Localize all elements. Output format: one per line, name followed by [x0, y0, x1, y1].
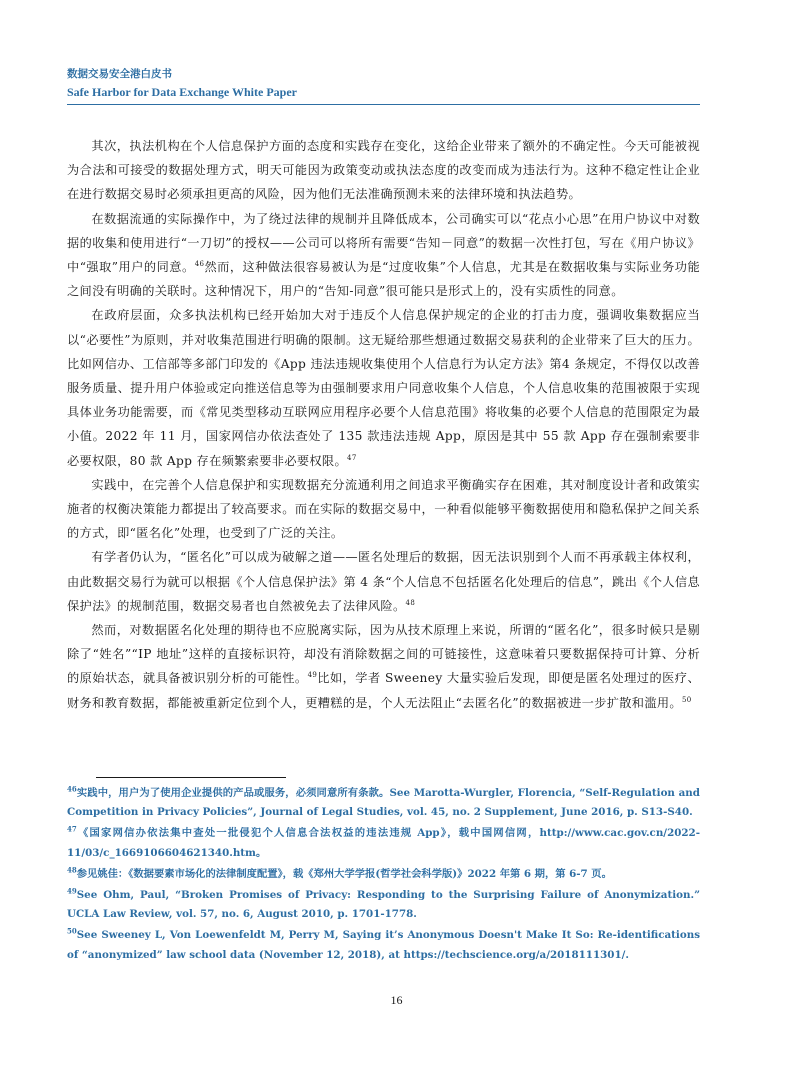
footnote: $^{49}$See Ohm, Paul, “Broken Promises of Privacy: Responding to the Surprising Failure of Anonymization.” UCLA Law Review, vol. 57, no. 6, August 2010, p. 1701-1778. — [67, 886, 700, 921]
page-header — [67, 66, 700, 100]
paragraph: 在政府层面，众多执法机构已经开始加大对于违反个人信息保护规定的企业的打击力度，强调收集数据应当以“必要性”为原则，并对收集范围进行明确的限制。这无疑给那些想通过数据交易获利的企业带来了巨大的压力。比如网信办、工信部等多部门印发的《App 违法违规收集使用个人信息行为认定方法》第4 条规定，不得仅以改善服务质量、提升用户体验或定向推送信息等为由强制要求用户同意收集个人信息，个人信息收集的范围被限于实现具体业务功能需要，而《常见类型移动互联网应用程序必要个人信息范围》将收集的必要个人信息的范围限定为最小值。2022 年 11 月，国家网信办依法查处了 135 款违法违规 App，原因是其中 55 款 App 存在强制索要非必要权限，80 款 App 存在频繁索要非必要权限。$^{47}$ — [67, 308, 700, 468]
header-title-en: Safe Harbor for Data Exchange White Paper — [67, 85, 297, 99]
paragraph: 在数据流通的实际操作中，为了绕过法律的规制并且降低成本，公司确实可以“花点小心思”在用户协议中对数据的收集和使用进行“一刀切”的授权——公司可以将所有需要“告知－同意”的数据一次性打包，写在《用户协议》中“强取”用户的同意。$^{46}$然而，这种做法很容易被认为是“过度收集”个人信息，尤其是在数据收集与实际业务功能之间没有明确的关联时。这种情况下，用户的“告知-同意”很可能只是形式上的，没有实质性的同意。 — [67, 211, 700, 299]
footnote-number: 48 — [67, 865, 77, 875]
footnote: $^{50}$See Sweeney L, Von Loewenfeldt M, Perry M, Saying it’s Anonymous Doesn't Make It So: Re-identifications of “anonymized” law school data (November 12, 2018), at https://techscience.org/a/2018111301/. — [67, 927, 700, 961]
footnote-number: 46 — [67, 784, 77, 794]
footnote-number: 49 — [67, 886, 77, 896]
footnote: $^{47}$《国家网信办依法集中查处一批侵犯个人信息合法权益的违法违规 App》，载中国网信网，http://www.cac.gov.cn/2022-11/03/c_1669106604621340.htm。 — [67, 824, 700, 859]
footnote-separator — [96, 777, 286, 778]
footnote: $^{46}$实践中，用户为了使用企业提供的产品或服务，必须同意所有条款。See Marotta-Wurgler, Florencia, “Self-Regulation and Competition in Privacy Policies”, Journal of Legal Studies, vol. 45, no. 2 Supplement, June 2016, p. S13-S40. — [67, 784, 700, 819]
footnotes — [67, 784, 700, 967]
paragraph: 然而，对数据匿名化处理的期待也不应脱离实际，因为从技术原理上来说，所谓的“匿名化”，很多时候只是剔除了“姓名”“IP 地址”这样的直接标识符，却没有消除数据之间的可链接性，这意味着只要数据保持可计算、分析的原始状态，就具备被识别分析的可能性。$^{49}$比如，学者 Sweeney 大量实验后发现，即便是匿名处理过的医疗、财务和教育数据，都能被重新定位到个人，更糟糕的是，个人无法阻止“去匿名化”的数据被进一步扩散和滥用。$^{50}$ — [67, 623, 700, 710]
footnote-ref[interactable]: 49 — [307, 671, 318, 680]
paragraph: 有学者仍认为，“匿名化”可以成为破解之道——匿名处理后的数据，因无法识别到个人而不再承载主体权利，由此数据交易行为就可以根据《个人信息保护法》第 4 条“个人信息不包括匿名化处理后的信息”，跳出《个人信息保护法》的规制范围，数据交易者也自然被免去了法律风险。$^{48}$ — [67, 550, 700, 613]
footnote-ref[interactable]: 50 — [681, 695, 692, 704]
header-title-cn: 数据交易安全港白皮书 — [67, 68, 172, 80]
page-number: 16 — [390, 993, 403, 1007]
footnote-number: 50 — [67, 927, 77, 936]
footnote-number: 47 — [67, 824, 77, 834]
header-divider — [67, 104, 700, 105]
footnote-ref[interactable]: 48 — [405, 598, 416, 607]
paragraph: 实践中，在完善个人信息保护和实现数据充分流通利用之间追求平衡确实存在困难，其对制度设计者和政策实施者的权衡决策能力都提出了较高要求。而在实际的数据交易中，一种看似能够平衡数据使用和隐私保护之间关系的方式，即“匿名化”处理，也受到了广泛的关注。 — [67, 477, 700, 541]
main-body — [67, 134, 700, 715]
footnote: $^{48}$参见姚佳：《数据要素市场化的法律制度配置》，载《郑州大学学报(哲学社会科学版)》2022 年第 6 期，第 6-7 页。 — [67, 865, 612, 880]
footnote-ref[interactable]: 47 — [347, 453, 357, 462]
paragraph: 其次，执法机构在个人信息保护方面的态度和实践存在变化，这给企业带来了额外的不确定性。今天可能被视为合法和可接受的数据处理方式，明天可能因为政策变动或执法态度的改变而成为违法行为。这种不稳定性让企业在进行数据交易时必须承担更高的风险，因为他们无法准确预测未来的法律环境和执法趋势。 — [67, 139, 700, 202]
footnote-ref[interactable]: 46 — [194, 259, 205, 268]
